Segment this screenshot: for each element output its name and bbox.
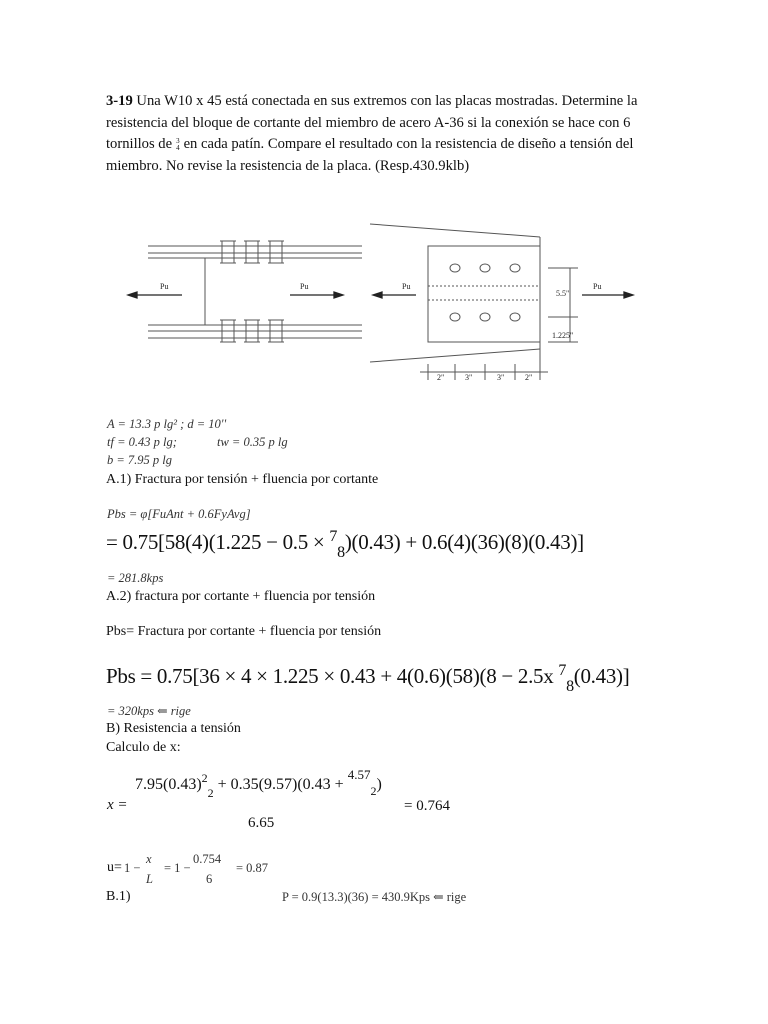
section-a1-heading: A.1) Fractura por tensión + fluencia por cortante — [106, 472, 379, 487]
dim-5-5: 5.5" — [556, 289, 570, 298]
a2-result: = 320kps ⇐ rige — [107, 704, 191, 718]
x-numerator: $7.95(0.43)^2_2 + 0.35(9.57)(0.43 + ^{4.57}_2)$ — [135, 767, 382, 800]
dim-2-left: 2" — [437, 373, 445, 382]
u-denominator: 6 — [206, 872, 213, 886]
pbs-label: Pbs= Fractura por cortante + fluencia por tensión — [106, 624, 382, 639]
section-b-heading: B) Resistencia a tensión — [106, 721, 241, 736]
bolt-size-fraction: 3 4 — [176, 136, 180, 152]
dim-3-right: 3" — [497, 373, 505, 382]
load-label-right: Pu — [593, 282, 602, 291]
data-b: b = 7.95 p lg — [107, 453, 173, 467]
data-tf: tf = 0.43 p lg; — [107, 435, 177, 449]
u-L: L — [146, 872, 153, 886]
load-label-mid: Pu — [300, 282, 309, 291]
x-rhs: = 0.764 — [404, 798, 450, 814]
problem-line-4: miembro. No revise la resistencia de la placa. (Resp.430.9klb) — [106, 157, 470, 174]
x-denominator: 6.65 — [248, 815, 275, 831]
a1-result: = 281.8kps — [107, 571, 164, 585]
u-numerator: 0.754 — [193, 852, 222, 866]
a1-formula: Pbs = φ[FuAnt + 0.6FyAvg] — [107, 507, 251, 521]
load-label-plate: Pu — [402, 282, 411, 291]
dim-3-left: 3" — [465, 373, 473, 382]
a1-equation: = 0.75[58(4)(1.225 − 0.5 × $^7_8$)(0.43) + 0.6(4)(36)(8)(0.43)] — [106, 528, 584, 561]
dim-1-225: 1.225" — [552, 331, 574, 340]
u-result: = 0.87 — [236, 861, 269, 875]
dim-2-right: 2" — [525, 373, 533, 382]
u-lhs: u= — [107, 860, 122, 875]
data-area-depth: A = 13.3 p lg² ; d = 10'' — [107, 417, 227, 431]
x-lhs: x = — [107, 797, 128, 813]
section-b1-label: B.1) — [106, 889, 131, 904]
a2-equation: Pbs = 0.75[36 × 4 × 1.225 × 0.43 + 4(0.6)(58)(8 − 2.5x $^7_8$(0.43)] — [106, 662, 630, 695]
problem-line-2: resistencia del bloque de cortante del miembro de acero A-36 si la conexión se hace con 6 — [106, 114, 631, 131]
problem-line-1: Una W10 x 45 está conectada en sus extremos con las placas mostradas. Determine la — [132, 93, 638, 109]
load-label-left: Pu — [160, 282, 169, 291]
data-tw: tw = 0.35 p lg — [217, 435, 288, 449]
section-a2-heading: A.2) fractura por cortante + fluencia por tensión — [106, 589, 376, 604]
u-eq-one-minus: = 1 − — [164, 861, 191, 875]
u-one-minus: 1 − — [124, 861, 141, 875]
b1-equation: P = 0.9(13.3)(36) = 430.9Kps ⇐ rige — [282, 890, 467, 904]
problem-line-3b: en cada patín. Compare el resultado con la resistencia de diseño a tensión del — [183, 136, 634, 152]
calc-x-label: Calculo de x: — [106, 740, 181, 755]
problem-line-3a: tornillos de — [106, 136, 173, 152]
connection-figure — [0, 0, 768, 400]
problem-number: 3-19 — [106, 93, 133, 109]
u-x: x — [146, 852, 152, 866]
